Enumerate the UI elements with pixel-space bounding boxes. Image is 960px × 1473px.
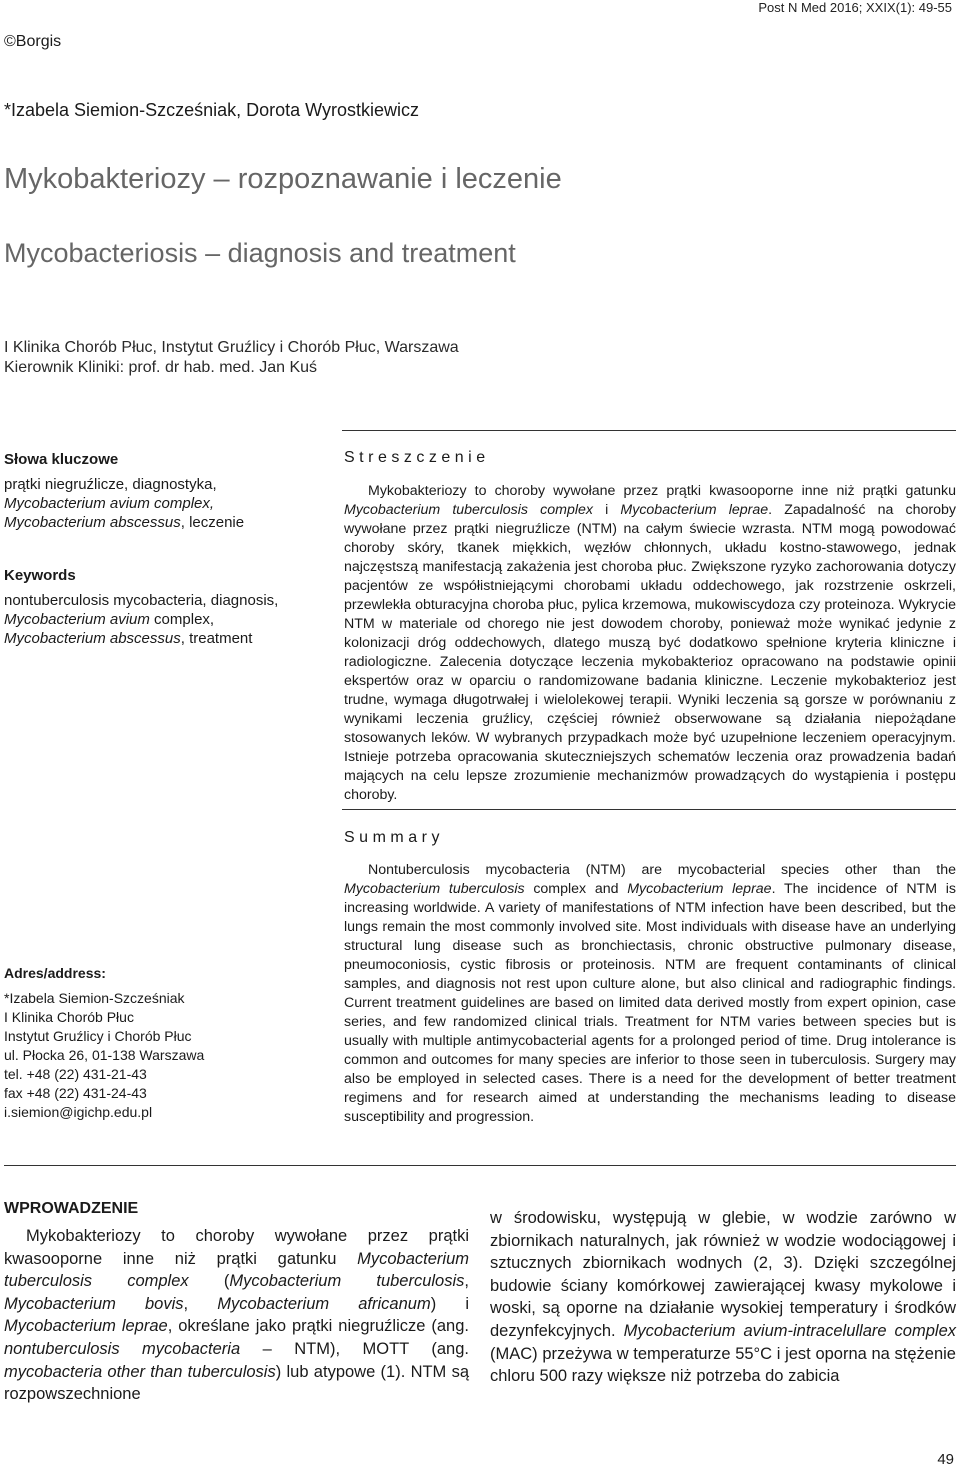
address-line: tel. +48 (22) 431-21-43 (4, 1066, 147, 1082)
keyword-italic: Mycobacterium abscessus (4, 630, 181, 647)
keyword-line (4, 494, 324, 513)
body-italic: Mycobacterium tuberculosis complex (4, 1249, 469, 1291)
abstract-italic: Mycobacterium tuberculosis (344, 881, 525, 897)
keywords-polish-title: Słowa kluczowe (4, 451, 119, 468)
intro-heading: WPROWADZENIE (4, 1200, 139, 1217)
keyword-line (4, 629, 324, 648)
body-italic: Mycobacterium africanum (217, 1294, 431, 1313)
abstract-text: . The incidence of NTM is increasing worldwide. A variety of manifestations of NTM infection have been described, but the lungs remain the most commonly involved site. Most individuals with disease have an underlying structural lung disease such as bronchiectasis, chronic obstructive pulmonary disease, pneumoconiosis, cystic fibrosis or proteinosis. NTM are frequent contaminants of clinical samples, and diagnosis not rest upon culture alone, but also clinical and radiographic findings. Current treatment guidelines are based on limited data derived mostly from expert opinion, case series, and few randomized clinical trials. Treatment for NTM varies between species but is usually with multiple antimycobacterial agents for a prolonged period of time. Drug intolerance is common and outcomes for many species are inferior to those seen in tuberculosis. Surgery may also be employed in selected cases. There is a need for the development of better treatment regimens and for research aimed at understanding the mechanisms leading to disease susceptibility and progression. (344, 881, 956, 1125)
body-text: (MAC) przeżywa w temperaturze 55°C i jest oporna na stężenie chloru 500 razy większe niż potrzeba do zabicia (490, 1344, 956, 1386)
keywords-english-title: Keywords (4, 567, 76, 584)
body-italic: Mycobacterium leprae (4, 1317, 168, 1336)
abstract-italic: Mycobacterium leprae (620, 502, 769, 518)
address-line: Instytut Gruźlicy i Chorób Płuc (4, 1028, 192, 1044)
summary-rule (342, 809, 956, 810)
summary-heading: Summary (344, 829, 444, 846)
journal-citation: Post N Med 2016; XXIX(1): 49-55 (758, 0, 952, 15)
abstract-text: complex and (524, 881, 628, 897)
address-block (4, 964, 204, 1122)
address-line: ul. Płocka 26, 01-138 Warszawa (4, 1047, 205, 1063)
keyword-line: prątki niegruźlicze, diagnostyka, (4, 476, 217, 493)
email-link[interactable]: i.siemion@igichp.edu.pl (4, 1104, 153, 1120)
keyword-line (4, 610, 324, 629)
keyword-text: , leczenie (180, 514, 245, 531)
streszczenie-heading: Streszczenie (344, 449, 490, 466)
address-line: *Izabela Siemion-Szcześniak (4, 990, 185, 1006)
affiliation-line: I Klinika Chorób Płuc, Instytut Gruźlicy i Chorób Płuc, Warszawa (4, 339, 459, 356)
keyword-text: complex, (149, 611, 215, 628)
authors: *Izabela Siemion-Szcześniak, Dorota Wyrostkiewicz (4, 100, 419, 120)
page-number: 49 (937, 1451, 954, 1468)
keywords-polish (4, 450, 324, 532)
keyword-line (4, 513, 324, 532)
body-italic: Mycobacterium avium-intracelullare complex (623, 1321, 956, 1340)
keyword-italic: Mycobacterium avium (4, 611, 150, 628)
keyword-line: nontuberculosis mycobacteria, diagnosis, (4, 592, 279, 609)
abstract-text: Nontuberculosis mycobacteria (NTM) are mycobacterial species other than the (368, 862, 956, 878)
streszczenie-text (344, 482, 956, 805)
affiliation-line: Kierownik Kliniki: prof. dr hab. med. Jan Kuś (4, 359, 318, 376)
body-italic: Mycobacterium tuberculosis (229, 1272, 465, 1291)
body-text: , określane jako prątki niegruźlicze (ang. (167, 1317, 469, 1336)
body-text: , (183, 1294, 218, 1313)
keywords-english (4, 566, 324, 648)
abstract-italic: Mycobacterium leprae (627, 881, 772, 897)
body-text: ) i (430, 1294, 469, 1313)
abstract-text: Mykobakteriozy to choroby wywołane przez prątki kwasooporne inne niż prątki gatunku (368, 483, 956, 499)
address-line: fax +48 (22) 431-24-43 (4, 1085, 147, 1101)
body-text: Mykobakteriozy to choroby wywołane przez prątki kwasooporne inne niż prątki gatunku (4, 1227, 469, 1268)
title-polish: Mykobakteriozy – rozpoznawanie i leczenie (4, 163, 562, 195)
intro-column-left (4, 1225, 469, 1406)
body-italic: nontuberculosis mycobacteria (4, 1339, 241, 1358)
section-divider (4, 1165, 956, 1166)
body-italic: Mycobacterium bovis (4, 1294, 184, 1313)
keyword-text: , treatment (180, 630, 253, 647)
address-title: Adres/address: (4, 965, 106, 981)
body-text: ( (188, 1272, 230, 1291)
intro-column-right (490, 1207, 956, 1388)
affiliation (4, 338, 459, 378)
summary-text (344, 861, 956, 1127)
copyright-notice: ©Borgis (4, 33, 62, 50)
body-text: w środowisku, występują w glebie, w wodzie zarówno w zbiornikach naturalnych, jak również w wodzie wodociągowej i sztucznych zbiornikach wodnych (2, 3). Dzięki szczególnej budowie ściany komórkowej zawierającej kwasy mykolowe i woski, są oporne na działanie wysokiej temperatury i środków dezynfekcyjnych. (490, 1209, 956, 1340)
body-text: – NTM), MOTT (ang. (240, 1339, 469, 1358)
abstract-text: i (592, 502, 621, 518)
body-text: , (464, 1272, 469, 1291)
title-english: Mycobacteriosis – diagnosis and treatment (4, 238, 516, 268)
keyword-italic: Mycobacterium abscessus (4, 514, 181, 531)
address-line: I Klinika Chorób Płuc (4, 1009, 134, 1025)
abstract-text: . Zapadalność na choroby wywołane przez prątki niegruźlicze (NTM) na całym świecie wzrasta. NTM mogą powodować choroby skóry, tkanek miękkich, węzłów chłonnych, układu kostno-stawowego, jednak najczęstszą manifestacją zakażenia jest choroba płuc. Zwiększone ryzyko zachorowania dotyczy pacjentów ze współistniejącymi chorobami układu oddechowego, jak rozstrzenie oskrzeli, przewlekła obturacyjna choroba płuc, pylica krzemowa, mukowiscydoza czy proteinoza. Wykrycie NTM w materiale od chorego nie jest dowodem choroby, ponieważ może wynikać jedynie z kolonizacji dróg oddechowych, dlatego muszą być dodatkowo spełnione kryteria kliniczne i radiologiczne. Zalecenia dotyczące leczenia mykobakterioz opracowano na podstawie opinii ekspertów oraz w oparciu o randomizowane badania kliniczne. Leczenie mykobakterioz jest trudne, wymaga długotrwałej i wielolekowej terapii. Wyniki leczenia są gorsze w porównaniu z wynikami leczenia gruźlicy, częściej również obserwowane są działania niepożądane stosowanych leków. W wybranych przypadkach może być uzupełnione leczeniem operacyjnym. Istnieje potrzeba opracowania skuteczniejszych schematów leczenia oraz prowadzenia badań mających na celu lepsze zrozumienie mechanizmów prowadzących do wystąpienia i postępu choroby. (344, 502, 956, 803)
abstract-italic: Mycobacterium tuberculosis complex (344, 502, 593, 518)
streszczenie-rule (342, 430, 956, 431)
body-text: ) lub atypowe (1). NTM są rozpowszechnione (4, 1362, 470, 1404)
keyword-italic: Mycobacterium avium complex, (4, 495, 215, 512)
body-italic: mycobacteria other than tuberculosis (4, 1362, 276, 1381)
